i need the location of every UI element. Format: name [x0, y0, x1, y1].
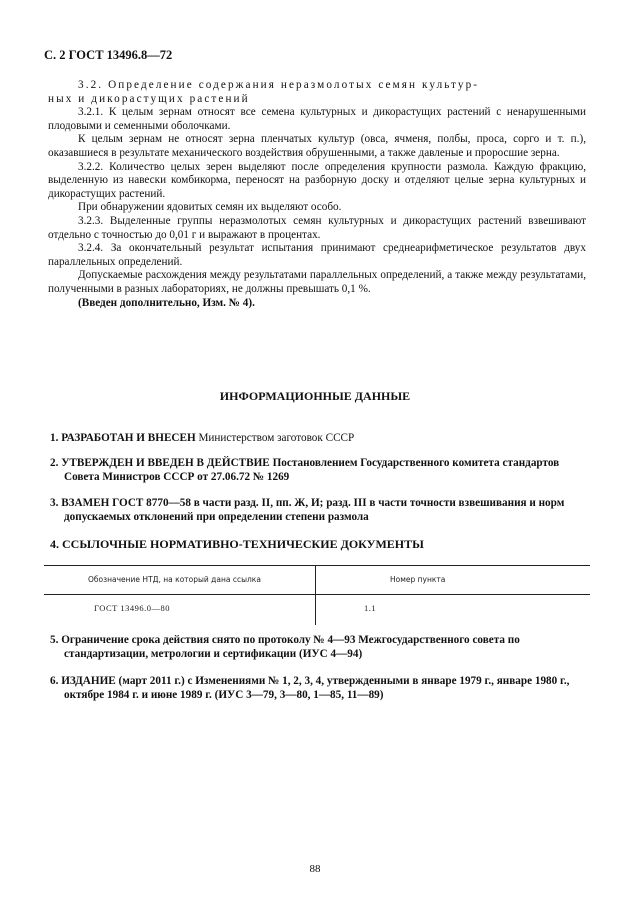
info-item-1-label: 1. РАЗРАБОТАН И ВНЕСЕН — [50, 432, 196, 444]
page-header: С. 2 ГОСТ 13496.8—72 — [44, 48, 173, 62]
page-number: 88 — [309, 863, 321, 875]
section-heading-line2: ных и дикорастущих растений — [48, 92, 250, 105]
paragraph-3-2-1: 3.2.1. К целым зернам относят все семена культурных и дикорастущих растений с ненарушенными плодовыми и семенными оболочками. — [48, 106, 586, 132]
info-item-4-text: 4. ССЫЛОЧНЫЕ НОРМАТИВНО-ТЕХНИЧЕСКИЕ ДОКУМЕНТЫ — [50, 537, 424, 551]
table-col2-header: Номер пункта — [390, 575, 446, 584]
paragraph-tolerance: Допускаемые расхождения между результатами параллельных определений, а также между результатами, полученными в разных лабораториях, не должны превышать 0,1 %. — [48, 269, 586, 295]
paragraph-3-2-2: 3.2.2. Количество целых зерен выделяют после определения крупности размола. Каждую фракцию, выделенную из навески комбикорма, переносят на разборную доску и отделяют целые зерна культурных и дикорастущих растений. — [48, 160, 586, 200]
info-item-5-text: 5. Ограничение срока действия снято по протоколу № 4—93 Межгосударственного совета по стандартизации, метрологии и сертификации (ИУС 4—94) — [50, 634, 520, 660]
info-item-2-label: 2. УТВЕРЖДЕН И ВВЕДЕН В ДЕЙСТВИЕ — [50, 457, 270, 469]
info-section-title: ИНФОРМАЦИОННЫЕ ДАННЫЕ — [219, 389, 411, 403]
paragraph-not-whole-grains: К целым зернам не относят зерна пленчатых культур (овса, ячменя, полбы, проса, сорго и т. п.), оказавшиеся в результате механического воздействия обрушенными, а также давленые и проросшие зерна. — [48, 133, 586, 159]
paragraph-3-2-3: 3.2.3. Выделенные группы неразмолотых семян культурных и дикорастущих растений взвешивают отдельно с точностью до 0,01 г и выражают в процентах. — [48, 214, 586, 241]
table-row-doc: ГОСТ 13496.0—80 — [94, 603, 171, 613]
table-row-clause: 1.1 — [364, 603, 377, 613]
info-item-4 — [50, 538, 588, 552]
section-3-2 — [48, 79, 586, 310]
info-item-2-text: Постановлением Государственного комитета стандартов Совета Министров СССР от 27.06.72 № 1269 — [64, 457, 560, 483]
info-item-5 — [50, 634, 588, 661]
info-item-6-text: 6. ИЗДАНИЕ (март 2011 г.) с Изменениями № 1, 2, 3, 4, утвержденными в январе 1979 г., январе 1980 г., октябре 1984 г. и июне 1989 г. (ИУС 3—79, 3—80, 1—85, 11—89) — [50, 675, 570, 701]
table-top-border — [44, 565, 590, 566]
reference-documents-table — [44, 565, 590, 625]
paragraph-3-2-4: 3.2.4. За окончательный результат испытания принимают среднеарифметическое результатов двух параллельных определений. — [48, 242, 586, 268]
section-heading-line1: 3.2. Определение содержания неразмолотых семян культур- — [78, 79, 480, 91]
table-col1-header: Обозначение НТД, на который дана ссылка — [88, 575, 261, 584]
table-header-divider — [44, 594, 590, 595]
info-item-3-text: 3. ВЗАМЕН ГОСТ 8770—58 в части разд. II, пп. Ж, И; разд. III в части точности взвешивания и норм допускаемых отклонений при определении степени размола — [50, 497, 565, 523]
info-item-2 — [50, 457, 588, 484]
paragraph-toxic-seeds: При обнаружении ядовитых семян их выделяют особо. — [78, 201, 342, 214]
info-item-6 — [50, 675, 588, 702]
amendment-note: (Введен дополнительно, Изм. № 4). — [78, 296, 255, 309]
info-item-3 — [50, 497, 588, 524]
table-column-divider — [315, 565, 316, 625]
info-item-1-text: Министерством заготовок СССР — [198, 432, 355, 444]
info-item-1 — [50, 432, 588, 446]
